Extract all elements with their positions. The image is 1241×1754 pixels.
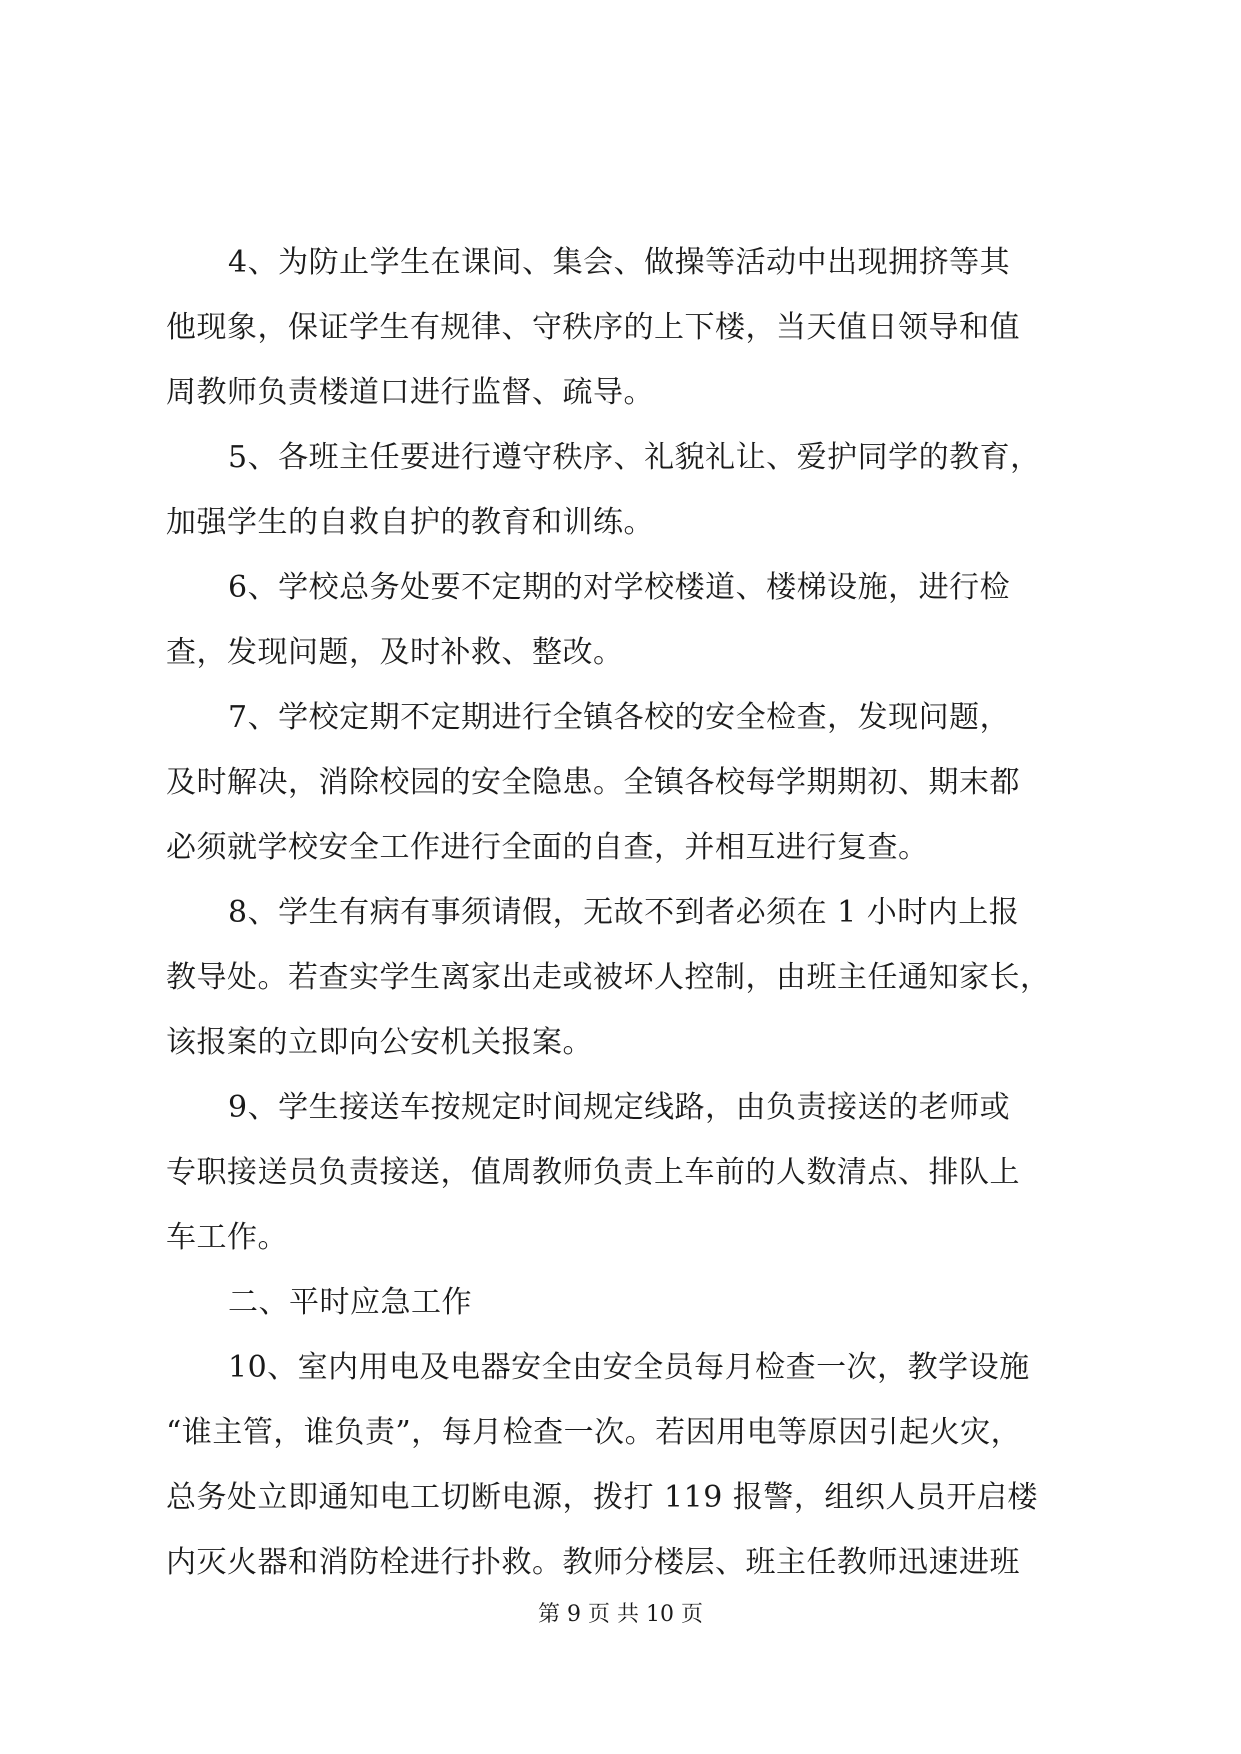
text-line: 及时解决，消除校园的安全隐患。全镇各校每学期期初、期末都 <box>166 765 1020 800</box>
text-line: 车工作。 <box>166 1220 288 1255</box>
text-line: 查，发现问题，及时补救、整改。 <box>166 635 624 670</box>
text-line: 10、室内用电及电器安全由安全员每月检查一次，教学设施 <box>228 1350 1030 1385</box>
text-line: 6、学校总务处要不定期的对学校楼道、楼梯设施，进行检 <box>228 570 1011 605</box>
text-line: 周教师负责楼道口进行监督、疏导。 <box>166 375 654 410</box>
text-line: 二、平时应急工作 <box>228 1285 472 1320</box>
text-line: 7、学校定期不定期进行全镇各校的安全检查，发现问题， <box>228 700 1011 735</box>
text-line: 他现象，保证学生有规律、守秩序的上下楼，当天值日领导和值 <box>166 310 1020 345</box>
text-line: 总务处立即通知电工切断电源，拨打 119 报警，组织人员开启楼 <box>166 1480 1038 1515</box>
text-line: 专职接送员负责接送，值周教师负责上车前的人数清点、排队上 <box>166 1155 1020 1190</box>
text-line: 4、为防止学生在课间、集会、做操等活动中出现拥挤等其 <box>228 245 1011 280</box>
text-line: 加强学生的自救自护的教育和训练。 <box>166 505 654 540</box>
text-line: 教导处。若查实学生离家出走或被坏人控制，由班主任通知家长， <box>166 960 1051 995</box>
text-line: 9、学生接送车按规定时间规定线路，由负责接送的老师或 <box>228 1090 1011 1125</box>
document-body <box>166 230 1078 1595</box>
text-line: 8、学生有病有事须请假，无故不到者必须在 1 小时内上报 <box>228 895 1020 930</box>
text-line: 内灭火器和消防栓进行扑救。教师分楼层、班主任教师迅速进班 <box>166 1545 1020 1580</box>
text-line: 必须就学校安全工作进行全面的自查，并相互进行复查。 <box>166 830 929 865</box>
text-line: “谁主管，谁负责”，每月检查一次。若因用电等原因引起火灾， <box>166 1415 1022 1450</box>
page-footer: 第 9 页 共 10 页 <box>538 1602 703 1627</box>
text-line: 5、各班主任要进行遵守秩序、礼貌礼让、爱护同学的教育， <box>228 440 1041 475</box>
text-line: 该报案的立即向公安机关报案。 <box>166 1025 593 1060</box>
